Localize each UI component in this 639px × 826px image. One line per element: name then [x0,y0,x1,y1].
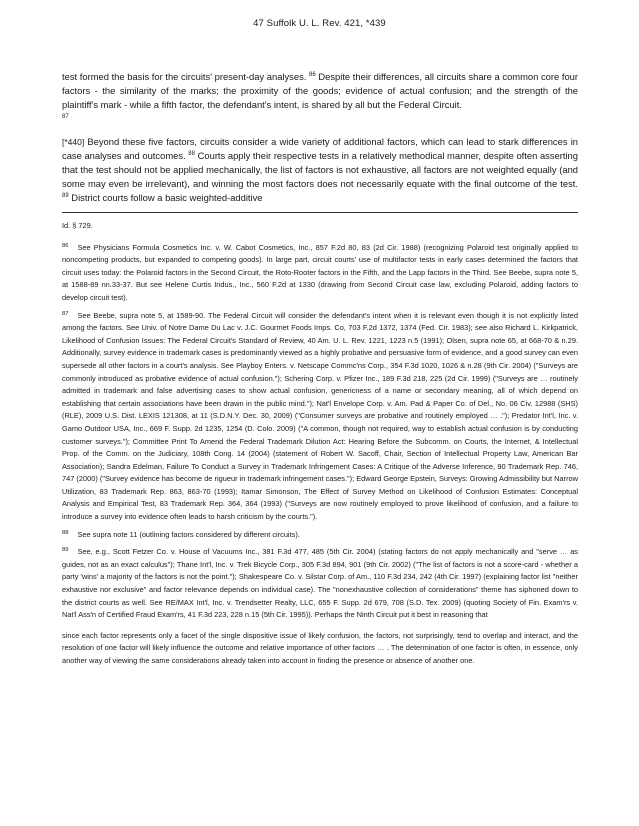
footnote-number: 88 [62,529,69,536]
footnote-88 [62,529,578,542]
footnote-divider [62,212,578,213]
footnote-number: 86 [62,242,69,249]
footnotes-section [62,220,578,673]
footnote-text: See supra note 11 (outlining factors considered by different circuits). [77,529,300,539]
footnote-text: See, e.g., Scott Fetzer Co. v. House of Vacuums Inc., 381 F.3d 477, 485 (5th Cir. 2004) (stating factors do not apply mechanically and "serve … as guides, not as an exact calculus"); Thane Int'l, Inc. v. Trek Bicycle Corp., 305 F.3d 894, 901 (9th Cir. 2002) ("The list of factors is not a score-card - whether a party 'wins' a majority of the factors is not the point."); Shakespeare Co. v. Silstar Corp. of Am., 110 F.3d 234, 242 (4th Cir. 1997) (explaining factor list "neither exhaustive nor exclusive" and factor relevance depends on individual case). The "nonexhaustive collection of considerations" theme has siphoned down to the district courts as well. See RE/MAX Int'l, Inc. v. Trendsetter Realty, LLC, 655 F. Supp. 2d 679, 708 (S.D. Tex. 2009) (quoting Society of Fin. Exam'rs v. Nat'l Ass'n of Certified Fraud Exam'rs, 41 F.3d 223, 228 n.15 (5th Cir. 1995)). Perhaps the Ninth Circuit put it best in reasoning that [62,547,578,620]
footnote-86 [62,242,578,305]
footnote-number: 87 [62,310,69,317]
footnote-block-quote: since each factor represents only a facet of the single dispositive issue of likely confusion, the factors, not surprisingly, tend to overlap and interact, and the resolution of one factor will likely influence the outcome and relative importance of other factors … . The determination of one factor is often, in essence, only another way of viewing the same considerations already taken into account in finding the presence or absence of another one. [62,630,578,665]
footnote-text: See Beebe, supra note 5, at 1589-90. The Federal Circuit will consider the defendant's intent when it is relevant even though it is not explicitly listed among the factors. See Univ. of Notre Dame Du Lac v. J.C. Gourmet Foods Imps. Co, 703 F.2d 1372, 1374 (Fed. Cir. 1983); see also Richard L. Kirkpatrick, Likelihood of Confusion Issues: The Federal Circuit's Standard of Review, 40 Am. U. L. Rev. 1221, 1223 n.5 (1991); Olsen, supra note 65, at 668-70 & n.29. Additionally, survey evidence in trademark cases is predominantly viewed as a highly probative and persuasive form of evidence, and a good survey can even supersede all other factors in a court's analysis. See Playboy Enters. v. Netscape Commc'ns Corp., 354 F.3d 1020, 1026 & n.28 (9th Cir. 2004) ("Surveys are commonly introduced as probative evidence of actual confusion."); Schering Corp. v. Pfizer Inc., 189 F.3d 218, 225 (2d Cir. 1999) ("Surveys are … routinely admitted in trademark and false advertising cases to show actual confusion, genericness of a name or secondary meaning, all of which depend on establishing that certain associations have been drawn in the public mind."); Nat'l Envelope Corp. v. Am. Pad & Paper Co. of Del., No. 06 Civ. 12988 (SHS) (RLE), 2009 U.S. Dist. LEXIS 121308, at 11 (S.D.N.Y. Dec. 30, 2009) ("Consumer surveys are probative and routinely employed … ."); Predator Int'l, Inc. v. Gamo Outdoor USA, Inc., 669 F. Supp. 2d 1235, 1254 (D. Colo. 2009) ("A common, though not required, way to establish actual confusion is by conducting customer surveys."); Committee Print To Amend the Federal Trademark Dilution Act: Hearing Before the Subcomm. on Courts, the Internet, & Intellectual Prop. of the Comm. on the Judiciary, 108th Cong. 14 (2004) (statement of Robert W. Sacoff, Chair, Section of Intellectual Property Law, American Bar Association); Sandra Edelman, Failure To Conduct a Survey in Trademark Infringement Cases: A Critique of the Adverse Inference, 90 Trademark Rep. 746, 747 (2000) ("Survey evidence has become de rigueur in trademark infringement cases."); Edward George Epstein, Surveys: Growing Admissibility but Narrow Utilization, 83 Trademark Rep. 863, 863-70 (1993); Itamar Simonson, The Effect of Survey Method on Likelihood of Confusion Estimates: Conceptual Analysis and Empirical Test, 83 Trademark Rep. 364, 364 (1993) ("Surveys are now routinely employed to prove likelihood of confusion, and a failure to introduce a survey into evidence often leads to harsh criticism by the courts."). [62,310,578,522]
footnote-87 [62,310,578,524]
body-text: District courts follow a basic weighted-additive [68,192,263,203]
footnote-ref-86[interactable]: 86 [309,72,316,78]
body-text: test formed the basis for the circuits' present-day analyses. [62,71,310,82]
body-paragraph-1 [62,70,578,126]
footnote-ref-89[interactable]: 89 [62,193,69,199]
body-text: Courts apply their respective tests in a relatively methodical manner, despite often asserting that the test should not be applied mechanically, the list of factors is not exhaustive, all factors are not weighted equally (and some may even be irrelevant), and winning the most factors does not necessarily equate with the final outcome of the test. [62,150,578,189]
footnote-text: See Physicians Formula Cosmetics Inc. v. W. Cabot Cosmetics, Inc., 857 F.2d 80, 83 (2d Cir. 1988) (recognizing Polaroid test originally applied to noncompeting products, but expanded to competing goods). In large part, circuit courts' use of multifactor tests in early cases determined the factors that circuit uses today: the Polaroid factors in the Second Circuit, the Roto-Rooter factors in the Fifth, and the Lapp factors in the Third. See Beebe, supra note 5, at 1588-89 nn.33-37. But see Helene Curtis Indus., Inc., 560 F.2d at 1330 (drawing from Second Circuit case law, excluding Polaroid, adding factors to develop circuit test). [62,242,578,302]
body-text: Despite their differences, all circuits share a common core four factors - the similarity of the marks; the proximity of the goods; evidence of actual confusion; and the strength of the plaintiff's mark - while a fifth factor, the defendant's intent, is shared by all but the Federal Circuit. [62,71,578,110]
body-paragraph-2 [62,135,578,205]
footnote-number: 89 [62,547,69,554]
body-text: Beyond these five factors, circuits consider a wide variety of additional factors, which can lead to stark differences in case analyses and outcomes. [62,136,578,161]
page-header-citation: 47 Suffolk U. L. Rev. 421, *439 [253,18,386,29]
footnote-continuation: Id. § 729. [62,221,93,230]
footnote-ref-87[interactable]: 87 [62,114,69,120]
footnote-ref-88[interactable]: 88 [188,151,195,157]
page-pin-cite: [*440] [62,137,85,147]
footnote-89 [62,546,578,622]
